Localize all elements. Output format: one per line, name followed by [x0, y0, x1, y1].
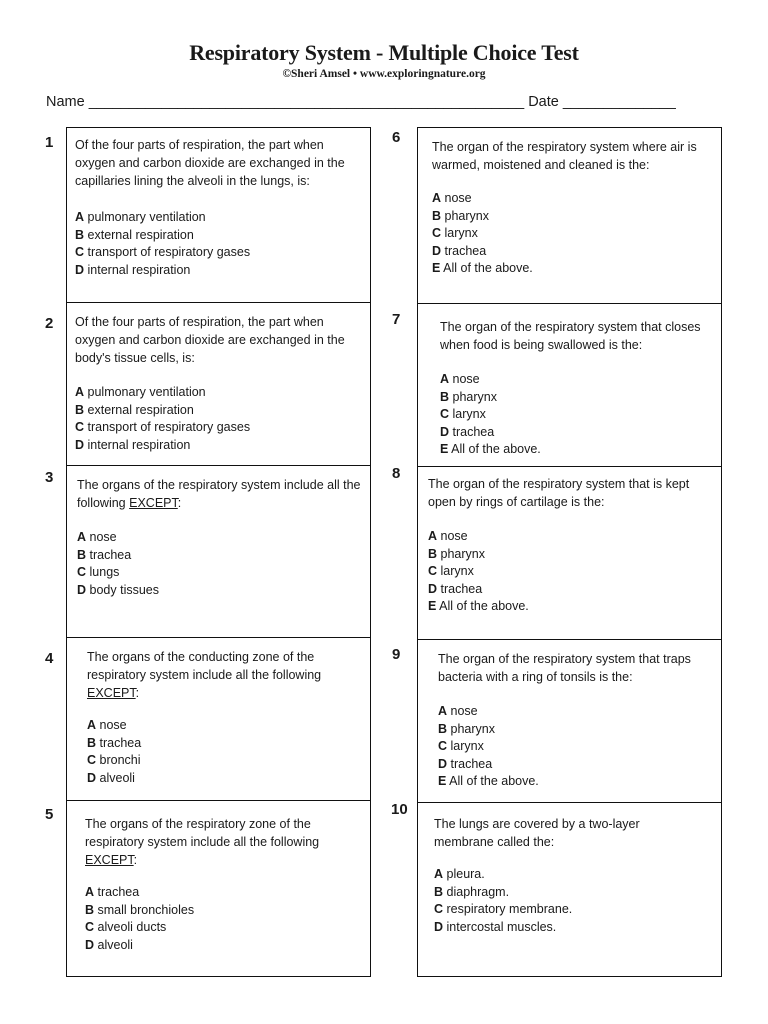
option-a: A nose	[87, 718, 127, 732]
option-d: D trachea	[440, 424, 495, 439]
option-d: D trachea	[438, 756, 493, 771]
option-b: B pharynx	[428, 546, 485, 561]
question-4-options	[87, 716, 141, 786]
question-5	[67, 801, 370, 975]
option-c: C lungs	[77, 565, 120, 579]
question-3-text: The organs of the respiratory system include all the following EXCEPT:	[77, 478, 361, 510]
question-9	[418, 640, 721, 803]
option-a: A trachea	[85, 885, 140, 899]
question-number-4: 4	[45, 650, 54, 667]
option-c: C larynx	[440, 407, 486, 421]
question-5-options	[85, 883, 194, 953]
question-7-text: The organ of the respiratory system that closes when food is being swallowed is the:	[440, 320, 701, 352]
option-a: A nose	[440, 372, 480, 386]
option-c: C larynx	[428, 564, 474, 578]
option-e: E All of the above.	[432, 261, 533, 275]
option-d: D body tissues	[77, 582, 159, 597]
right-column	[417, 127, 722, 977]
question-number-8: 8	[392, 465, 401, 482]
option-a: A nose	[77, 530, 117, 544]
question-3-options	[77, 528, 159, 598]
option-b: B external respiration	[75, 227, 194, 242]
option-c: C larynx	[432, 226, 478, 240]
credit-line: ©Sheri Amsel • www.exploringnature.org	[282, 68, 486, 80]
question-2	[67, 303, 370, 466]
question-1-text: Of the four parts of respiration, the part when oxygen and carbon dioxide are exchanged in the capillaries lining the alveoli in the lungs, is:	[75, 138, 345, 188]
option-a: A pulmonary ventilation	[75, 385, 206, 399]
option-c: C respiratory membrane.	[434, 902, 573, 916]
question-3	[67, 466, 370, 638]
option-b: B trachea	[77, 547, 132, 562]
question-10-options	[434, 865, 572, 935]
question-number-3: 3	[45, 469, 54, 486]
option-d: D trachea	[428, 581, 483, 596]
question-2-text: Of the four parts of respiration, the part when oxygen and carbon dioxide are exchanged in the body's tissue cells, is:	[75, 315, 345, 365]
option-b: B pharynx	[438, 721, 495, 736]
option-a: A nose	[428, 529, 468, 543]
option-b: B pharynx	[440, 389, 497, 404]
question-1	[67, 128, 370, 303]
question-4	[67, 638, 370, 801]
question-8	[418, 467, 721, 640]
question-number-2: 2	[45, 315, 54, 332]
question-5-text: The organs of the respiratory zone of the respiratory system include all the following EXCEPT:	[85, 817, 320, 867]
option-d: D trachea	[432, 243, 487, 258]
option-d: D internal respiration	[75, 262, 191, 277]
question-9-text: The organ of the respiratory system that traps bacteria with a ring of tonsils is the:	[438, 652, 691, 684]
option-a: A pulmonary ventilation	[75, 210, 206, 224]
option-e: E All of the above.	[428, 599, 529, 613]
option-a: A pleura.	[434, 867, 485, 881]
question-number-5: 5	[45, 806, 54, 823]
question-4-text: The organs of the conducting zone of the respiratory system include all the following EXCEPT:	[87, 650, 322, 700]
option-b: B pharynx	[432, 208, 489, 223]
option-b: B external respiration	[75, 402, 194, 417]
question-6-text: The organ of the respiratory system where air is warmed, moistened and cleaned is the:	[432, 140, 697, 172]
question-1-options	[75, 208, 250, 278]
left-column	[66, 127, 371, 977]
question-number-9: 9	[392, 646, 401, 663]
question-number-6: 6	[392, 129, 401, 146]
option-e: E All of the above.	[438, 774, 539, 788]
option-a: A nose	[432, 191, 472, 205]
option-d: D intercostal muscles.	[434, 919, 557, 934]
question-2-options	[75, 383, 250, 453]
page-title: Respiratory System - Multiple Choice Test	[189, 40, 579, 65]
question-number-1: 1	[45, 134, 54, 151]
option-b: B trachea	[87, 735, 142, 750]
option-e: E All of the above.	[440, 442, 541, 456]
question-10	[418, 803, 721, 975]
option-b: B diaphragm.	[434, 884, 510, 899]
question-6-options	[432, 189, 533, 277]
question-7-options	[440, 370, 541, 458]
name-date-line: Name ______________________________________________________ Date ______________	[46, 94, 676, 110]
option-d: D alveoli	[87, 770, 135, 785]
question-10-text: The lungs are covered by a two-layer membrane called the:	[434, 817, 640, 849]
option-c: C bronchi	[87, 753, 141, 767]
option-d: D alveoli	[85, 937, 133, 952]
option-d: D internal respiration	[75, 437, 191, 452]
question-6	[418, 128, 721, 304]
question-8-options	[428, 527, 529, 615]
option-b: B small bronchioles	[85, 902, 195, 917]
question-number-7: 7	[392, 311, 401, 328]
option-c: C transport of respiratory gases	[75, 245, 251, 259]
question-8-text: The organ of the respiratory system that is kept open by rings of cartilage is the:	[428, 477, 690, 509]
option-c: C transport of respiratory gases	[75, 420, 251, 434]
option-a: A nose	[438, 704, 478, 718]
question-7	[418, 304, 721, 467]
option-c: C larynx	[438, 739, 484, 753]
question-number-10: 10	[391, 801, 408, 818]
question-9-options	[438, 702, 539, 790]
option-c: C alveoli ducts	[85, 920, 167, 934]
